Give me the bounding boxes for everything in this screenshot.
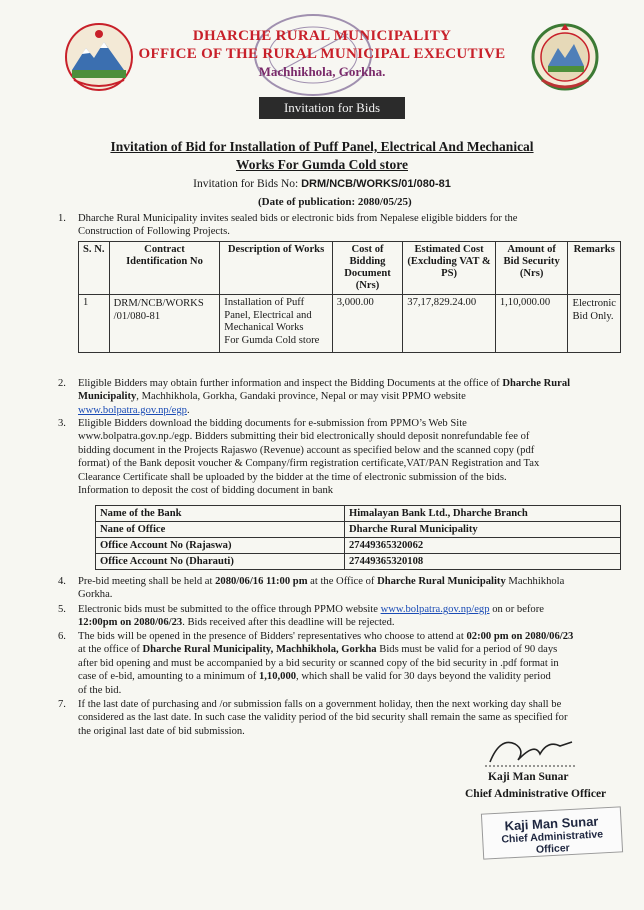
paragraph-3: 3. Eligible Bidders download the bidding documents for e-submission from PPMO’s Web Site www.bolpatra.gov.np./egp. Bidders submitting their bid electronically should deposit nonrefundable fee of bidding document in the Projects Rajaswo (Revenue) account as specified below and the scanned copy (pdf format) of the Bank deposit voucher & Company/firm registration certificate,VAT/PAN Registration and Tax Clearance Certificate shall be uploaded by the bidder at the time of electronic submission of the bids. Information to deposit the cost of bidding document in bank <box>58 418 540 497</box>
table-row: Office Account No (Rajaswa) 27449365320062 <box>96 538 621 554</box>
paragraph-4: 4. Pre-bid meeting shall be held at 2080/06/16 11:00 pm at the Office of Dharche Rural Municipality Machhikhola Gorkha. <box>58 576 565 601</box>
paragraph-7: 7. If the last date of purchasing and /or submission falls on a government holiday, then the next working day shall be considered as the last date. In such case the validity period of the bid security shall remain the same as specified for the original last date of bid submission. <box>58 699 568 737</box>
office-name: OFFICE OF THE RURAL MUNICIPAL EXECUTIVE <box>138 46 506 62</box>
municipality-name: DHARCHE RURAL MUNICIPALITY <box>192 28 452 44</box>
table-row: Nane of Office Dharche Rural Municipality <box>96 522 621 538</box>
name-stamp: Kaji Man Sunar Chief Administrative Officer <box>481 806 623 859</box>
signatory-designation: Chief Administrative Officer <box>465 788 607 800</box>
table-row: 1 DRM/NCB/WORKS /01/080-81 Installation of Puff Panel, Electrical and Mechanical Works For Gumda Cold store 3,000.00 37,17,829.24.00 1,10,000.00 Electronic Bid Only. <box>79 295 621 353</box>
paragraph-1: 1. Dharche Rural Municipality invites sealed bids or electronic bids from Nepalese eligible bidders for the Construction of Following Projects. <box>58 213 518 238</box>
notice-title-line2: Works For Gumda Cold store <box>235 157 408 172</box>
table-row: Name of the Bank Himalayan Bank Ltd., Dharche Branch <box>96 506 621 522</box>
paragraph-2: 2. Eligible Bidders may obtain further information and inspect the Bidding Documents at the office of Dharche Rural Municipality, Machhikhola, Gorkha, Gandaki province, Nepal or may visit PPMO website www.bolpatra.gov.np/egp. <box>58 378 571 416</box>
ppmo-website-link[interactable]: www.bolpatra.gov.np/egp <box>380 604 490 615</box>
bid-number: Invitation for Bids No: DRM/NCB/WORKS/01/080-81 <box>193 178 451 190</box>
contract-table <box>78 241 621 353</box>
notice-title-line1: Invitation of Bid for Installation of Puff Panel, Electrical And Mechanical <box>110 139 534 154</box>
publication-date: (Date of publication: 2080/05/25) <box>258 196 412 208</box>
invitation-banner: Invitation for Bids <box>259 97 405 119</box>
table-row: Office Account No (Dharauti) 27449365320108 <box>96 554 621 570</box>
office-address: Machhikhola, Gorkha. <box>258 64 386 79</box>
ppmo-website-link[interactable]: www.bolpatra.gov.np/egp <box>78 404 187 416</box>
handwritten-signature <box>480 732 580 772</box>
table-header-row: S. N. Contract Identification No Description of Works Cost of Bidding Document (Nrs) Estimated Cost (Excluding VAT & PS) Amount of Bid Security (Nrs) Remarks <box>79 242 621 295</box>
paragraph-5: 5. Electronic bids must be submitted to the office through PPMO website www.bolpatra.gov.np/egp on or before 12:00pm on 2080/06/23. Bids received after this deadline will be rejected. <box>58 604 544 629</box>
signatory-name: Kaji Man Sunar <box>488 771 569 783</box>
paragraph-6: 6. The bids will be opened in the presence of Bidders' representatives who choose to attend at 02:00 pm on 2080/06/23 at the office of Dharche Rural Municipality, Machhikhola, Gorkha Bids must be valid for a period of 90 days after bid opening and must be accompanied by a bid security or scanned copy of the bid security in .pdf format in case of e-bid, amounting to a minimum of 1,10,000, which shall be valid for 30 days beyond the validity period of the bid. <box>58 631 574 696</box>
bank-details-table <box>95 505 621 570</box>
